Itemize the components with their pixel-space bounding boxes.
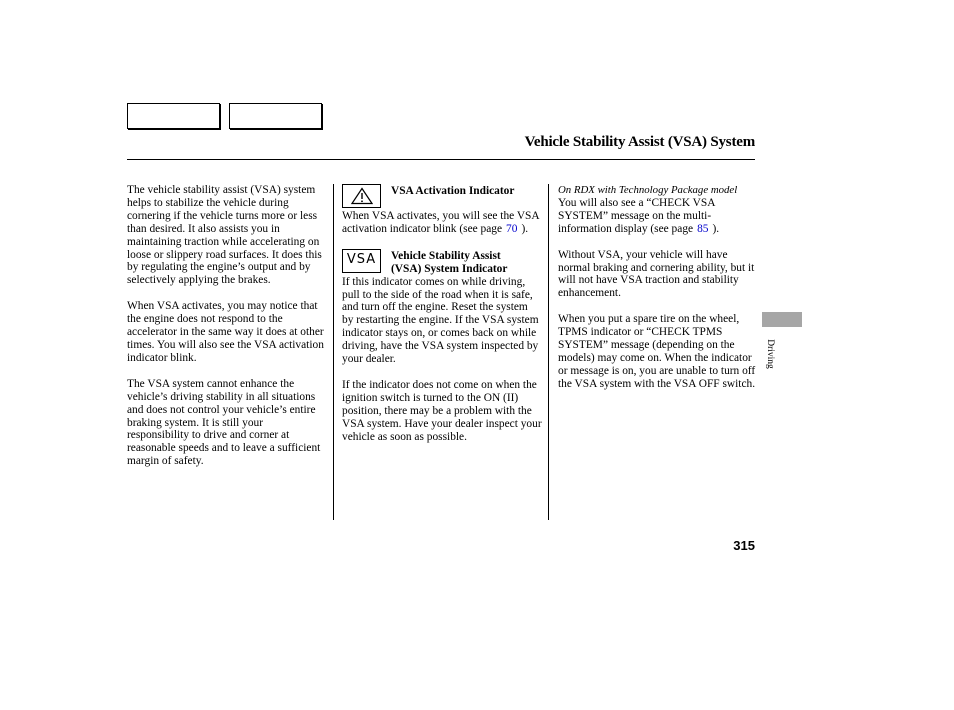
- activation-paragraph: When VSA activates, you may notice that the engine does not respond to the accelerator in the same way it does at other times. You will also see the VSA activation indicator blink.: [127, 300, 324, 364]
- activation-indicator-heading-row: [342, 184, 542, 210]
- vsa-indicator-paragraph-off: If the indicator does not come on when the ignition switch is turned to the ON (II) position, there may be a problem with the VSA system. Have your dealer inspect your vehicle as soon as possible.: [342, 378, 542, 443]
- model-note: On RDX with Technology Package model: [558, 184, 738, 196]
- intro-paragraph: The vehicle stability assist (VSA) system helps to stabilize the vehicle during cornering if the vehicle turns more or less than desired. It also assists you in maintaining traction while accelerating on loose or slippery road surfaces. It does this by regulating the engine’s output and by selectively applying the brakes.: [127, 184, 322, 287]
- check-vsa-paragraph: You will also see a “CHECK VSA SYSTEM” message on the multi-information display (see page 85 ).: [558, 196, 720, 235]
- column-notes: [558, 184, 758, 404]
- limitation-paragraph: The VSA system cannot enhance the vehicle’s driving stability in all situations and does not control your vehicle’s entire braking system. It is still your responsibility to drive and corner at reasonable speeds and to leave a sufficient margin of safety.: [127, 377, 321, 468]
- page-title: Vehicle Stability Assist (VSA) System: [524, 134, 755, 150]
- section-tab-marker: [762, 312, 802, 327]
- index-button[interactable]: [229, 103, 322, 129]
- activation-indicator-text: When VSA activates, you will see the VSA activation indicator blink (see page 70 ).: [342, 210, 539, 235]
- activation-indicator-heading: VSA Activation Indicator: [391, 185, 515, 197]
- spare-tire-paragraph: When you put a spare tire on the wheel, TPMS indicator or “CHECK TPMS SYSTEM” message (depending on the models) may come on. When the indicator or message is on, you are unable to turn off the VSA system with the VSA OFF switch.: [558, 313, 756, 390]
- section-label-driving: Driving: [765, 339, 775, 369]
- column-divider: [548, 184, 549, 520]
- header-rule: [127, 159, 755, 160]
- vsa-indicator-heading-row: [342, 249, 542, 276]
- vsa-indicator-icon: VSA: [342, 249, 381, 273]
- without-vsa-paragraph: Without VSA, your vehicle will have normal braking and cornering ability, but it will not have VSA traction and stability enhancement.: [558, 248, 755, 300]
- vsa-indicator-paragraph-on: If this indicator comes on while driving, pull to the side of the road when it is safe, and turn off the engine. Reset the system by restarting the engine. If the VSA system indicator stays on, or comes back on while driving, have the VSA system inspected by your dealer.: [342, 275, 539, 366]
- column-indicators: [342, 184, 542, 457]
- vsa-indicator-heading: Vehicle Stability Assist (VSA) System Indicator: [391, 249, 508, 275]
- page-70-link[interactable]: 70: [506, 222, 518, 235]
- page-number: 315: [733, 538, 755, 553]
- column-intro: [127, 184, 327, 481]
- warning-triangle-icon: [342, 184, 381, 208]
- page-85-link[interactable]: 85: [697, 222, 709, 235]
- column-divider: [333, 184, 334, 520]
- main-menu-button[interactable]: [127, 103, 220, 129]
